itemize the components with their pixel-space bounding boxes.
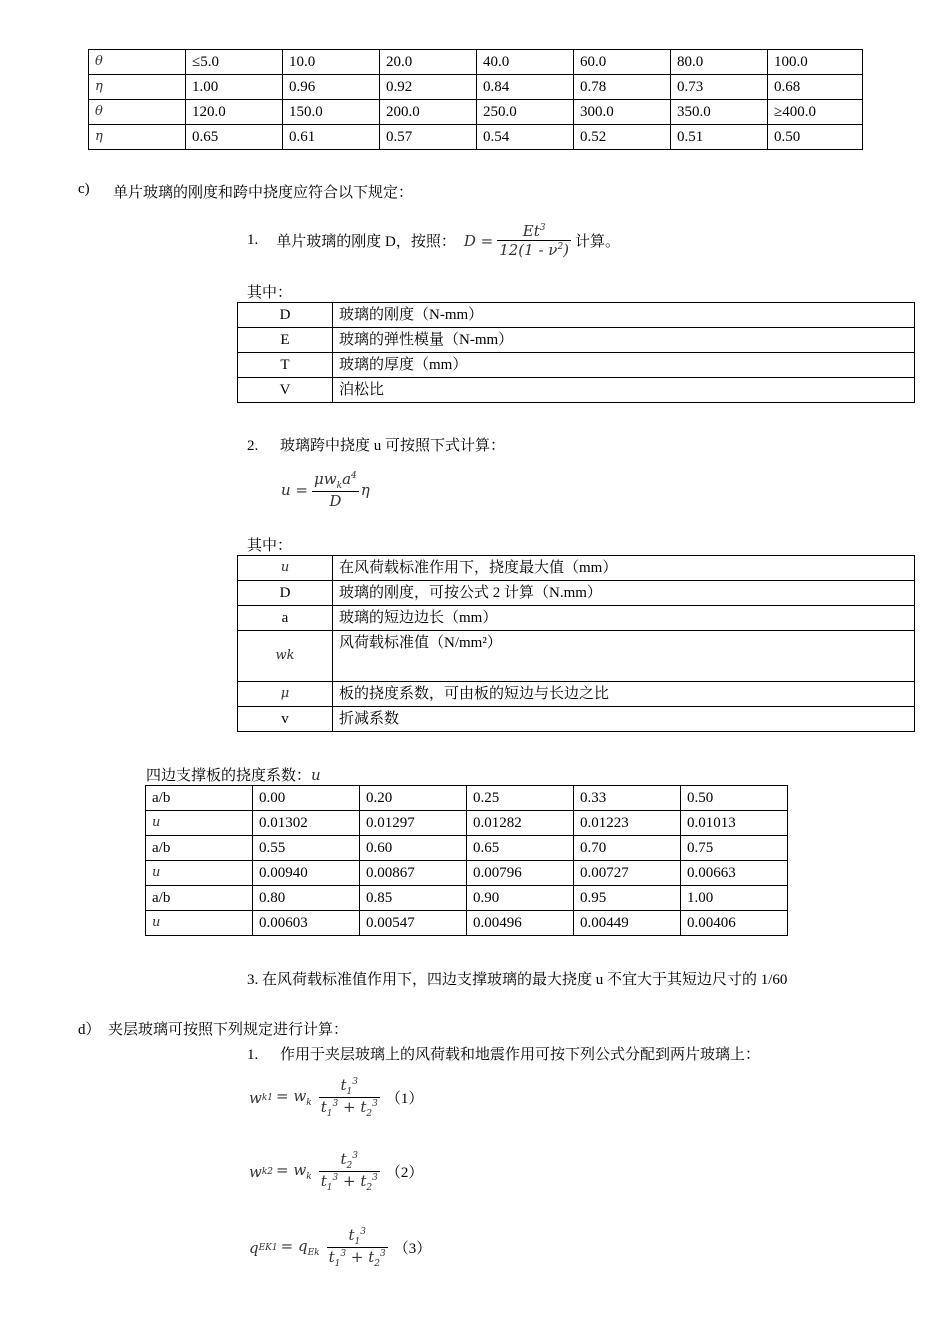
symbol-cell: u bbox=[238, 556, 333, 581]
section-c-item2 bbox=[247, 434, 505, 455]
table-cell: 0.00406 bbox=[681, 911, 788, 936]
table-cell: 100.0 bbox=[768, 50, 863, 75]
table-cell: 200.0 bbox=[380, 100, 477, 125]
table-row bbox=[89, 75, 863, 100]
table-cell: 0.61 bbox=[283, 125, 380, 150]
table-row bbox=[238, 353, 915, 378]
section-c-title: 单片玻璃的刚度和跨中挠度应符合以下规定： bbox=[113, 185, 414, 201]
description-cell: 在风荷载标准作用下，挠度最大值（mm） bbox=[333, 556, 915, 581]
table-cell: 150.0 bbox=[283, 100, 380, 125]
table-row bbox=[146, 836, 788, 861]
table-cell: 0.00547 bbox=[360, 911, 467, 936]
description-cell: 玻璃的刚度（N-mm） bbox=[333, 303, 915, 328]
description-cell: 折减系数 bbox=[333, 707, 915, 732]
description-cell: 风荷载标准值（N/mm²） bbox=[333, 631, 915, 682]
table-row bbox=[238, 707, 915, 732]
coefficient-table bbox=[145, 785, 788, 936]
table-row bbox=[146, 886, 788, 911]
table-cell: 0.73 bbox=[671, 75, 768, 100]
formula-tag: （2） bbox=[385, 1165, 424, 1181]
formula-3: q EK1 = $q_{Ek}$ $\frac{t_1^3}{t_1^3 + t_2^3}$ （3） bbox=[249, 1226, 432, 1269]
table-cell: 0.01302 bbox=[253, 811, 360, 836]
table-cell: 0.01013 bbox=[681, 811, 788, 836]
symbol-cell: T bbox=[238, 353, 333, 378]
description-cell: 泊松比 bbox=[333, 378, 915, 403]
symbol-cell: E bbox=[238, 328, 333, 353]
table-cell: 0.95 bbox=[574, 886, 681, 911]
description-cell: 玻璃的厚度（mm） bbox=[333, 353, 915, 378]
table-cell: 0.00796 bbox=[467, 861, 574, 886]
symbol-cell: V bbox=[238, 378, 333, 403]
coefficient-table-title: 四边支撑板的挠度系数：u bbox=[146, 766, 321, 784]
table-row bbox=[89, 100, 863, 125]
table-cell: 0.90 bbox=[467, 886, 574, 911]
table-cell: 0.50 bbox=[681, 786, 788, 811]
row-symbol: θ bbox=[89, 50, 186, 75]
table-cell: 0.55 bbox=[253, 836, 360, 861]
table-row bbox=[146, 811, 788, 836]
item-number: 1. bbox=[247, 1047, 259, 1063]
symbol-cell: D bbox=[238, 303, 333, 328]
table-cell: ≤5.0 bbox=[186, 50, 283, 75]
table-row bbox=[238, 556, 915, 581]
symbol-cell: μ bbox=[238, 682, 333, 707]
table-cell: 0.65 bbox=[186, 125, 283, 150]
table-cell: 0.85 bbox=[360, 886, 467, 911]
definition-table-2 bbox=[237, 555, 915, 732]
table-cell: 60.0 bbox=[574, 50, 671, 75]
table-cell: 120.0 bbox=[186, 100, 283, 125]
table-row bbox=[146, 786, 788, 811]
row-label: a/b bbox=[146, 786, 253, 811]
section-d-marker: d） bbox=[78, 1022, 101, 1038]
table-cell: 40.0 bbox=[477, 50, 574, 75]
table-cell: 10.0 bbox=[283, 50, 380, 75]
table-row bbox=[89, 50, 863, 75]
item-text: 作用于夹层玻璃上的风荷载和地震作用可按下列公式分配到两片玻璃上： bbox=[280, 1047, 761, 1063]
deflection-formula: u = $\frac{\mu w_ka^4}{D}$ η bbox=[281, 470, 370, 510]
table-cell: 0.00603 bbox=[253, 911, 360, 936]
row-label: a/b bbox=[146, 886, 253, 911]
row-label: u bbox=[146, 911, 253, 936]
table-row bbox=[238, 328, 915, 353]
table-row bbox=[238, 378, 915, 403]
where-label-2: 其中： bbox=[247, 538, 293, 554]
table-cell: 0.52 bbox=[574, 125, 671, 150]
row-label: a/b bbox=[146, 836, 253, 861]
formula-2: w k2 = $w_k$ $\frac{t_2^3}{t_1^3 + t_2^3}$ （2） bbox=[249, 1150, 424, 1193]
table-row bbox=[238, 606, 915, 631]
table-cell: 20.0 bbox=[380, 50, 477, 75]
table-cell: 0.78 bbox=[574, 75, 671, 100]
table-row bbox=[89, 125, 863, 150]
symbol-cell: v bbox=[238, 707, 333, 732]
theta-eta-table bbox=[88, 49, 863, 150]
description-cell: 玻璃的短边边长（mm） bbox=[333, 606, 915, 631]
section-d-title: 夹层玻璃可按照下列规定进行计算： bbox=[108, 1022, 349, 1038]
table-cell: 0.00940 bbox=[253, 861, 360, 886]
item-text: 玻璃跨中挠度 u 可按照下式计算： bbox=[280, 438, 506, 454]
table-cell: 0.68 bbox=[768, 75, 863, 100]
table-cell: 300.0 bbox=[574, 100, 671, 125]
section-c-item1 bbox=[247, 222, 620, 259]
where-label-1: 其中： bbox=[247, 285, 293, 301]
row-symbol: θ bbox=[89, 100, 186, 125]
table-cell: 0.92 bbox=[380, 75, 477, 100]
formula-tag: （3） bbox=[393, 1241, 432, 1257]
definition-table-1 bbox=[237, 302, 915, 403]
item-number: 1. bbox=[247, 232, 259, 248]
table-cell: 0.25 bbox=[467, 786, 574, 811]
table-cell: 0.00867 bbox=[360, 861, 467, 886]
table-row bbox=[238, 631, 915, 682]
symbol-cell: wk bbox=[238, 631, 333, 682]
table-cell: 250.0 bbox=[477, 100, 574, 125]
table-cell: 0.70 bbox=[574, 836, 681, 861]
table-cell: 0.80 bbox=[253, 886, 360, 911]
description-cell: 玻璃的刚度，可按公式 2 计算（N.mm） bbox=[333, 581, 915, 606]
table-cell: 0.01297 bbox=[360, 811, 467, 836]
table-cell: 0.57 bbox=[380, 125, 477, 150]
table-cell: 0.00496 bbox=[467, 911, 574, 936]
item-number: 2. bbox=[247, 438, 259, 454]
table-cell: 0.20 bbox=[360, 786, 467, 811]
table-cell: 0.00 bbox=[253, 786, 360, 811]
table-cell: 0.50 bbox=[768, 125, 863, 150]
table-cell: 80.0 bbox=[671, 50, 768, 75]
formula-1: w k1 = $w_k$ $\frac{t_1^3}{t_1^3 + t_2^3}$ （1） bbox=[249, 1076, 424, 1119]
table-cell: 0.00663 bbox=[681, 861, 788, 886]
table-cell: ≥400.0 bbox=[768, 100, 863, 125]
row-symbol: η bbox=[89, 75, 186, 100]
table-cell: 0.01223 bbox=[574, 811, 681, 836]
table-cell: 0.00449 bbox=[574, 911, 681, 936]
symbol-cell: D bbox=[238, 581, 333, 606]
section-c-item3: 3. 在风荷载标准值作用下，四边支撑玻璃的最大挠度 u 不宜大于其短边尺寸的 1/60 bbox=[247, 972, 788, 988]
row-label: u bbox=[146, 811, 253, 836]
table-row bbox=[238, 682, 915, 707]
table-cell: 0.33 bbox=[574, 786, 681, 811]
stiffness-formula: D = $\frac{Et^3}{12(1 - \nu^2)}$ bbox=[463, 222, 570, 259]
table-row bbox=[238, 581, 915, 606]
table-cell: 1.00 bbox=[186, 75, 283, 100]
table-cell: 0.84 bbox=[477, 75, 574, 100]
table-cell: 0.54 bbox=[477, 125, 574, 150]
table-row bbox=[146, 861, 788, 886]
table-cell: 0.65 bbox=[467, 836, 574, 861]
section-c-marker: c) bbox=[78, 181, 90, 197]
formula-tag: （1） bbox=[385, 1091, 424, 1107]
section-d-item1 bbox=[247, 1043, 760, 1064]
table-row bbox=[146, 911, 788, 936]
symbol-cell: a bbox=[238, 606, 333, 631]
table-cell: 1.00 bbox=[681, 886, 788, 911]
table-cell: 0.60 bbox=[360, 836, 467, 861]
table-cell: 0.51 bbox=[671, 125, 768, 150]
table-row bbox=[238, 303, 915, 328]
item-text: 单片玻璃的刚度 D，按照： bbox=[276, 234, 456, 250]
table-cell: 0.01282 bbox=[467, 811, 574, 836]
description-cell: 板的挠度系数，可由板的短边与长边之比 bbox=[333, 682, 915, 707]
table-cell: 350.0 bbox=[671, 100, 768, 125]
table-cell: 0.75 bbox=[681, 836, 788, 861]
row-symbol: η bbox=[89, 125, 186, 150]
table-cell: 0.00727 bbox=[574, 861, 681, 886]
row-label: u bbox=[146, 861, 253, 886]
table-cell: 0.96 bbox=[283, 75, 380, 100]
description-cell: 玻璃的弹性模量（N-mm） bbox=[333, 328, 915, 353]
item-suffix: 计算。 bbox=[575, 234, 621, 250]
